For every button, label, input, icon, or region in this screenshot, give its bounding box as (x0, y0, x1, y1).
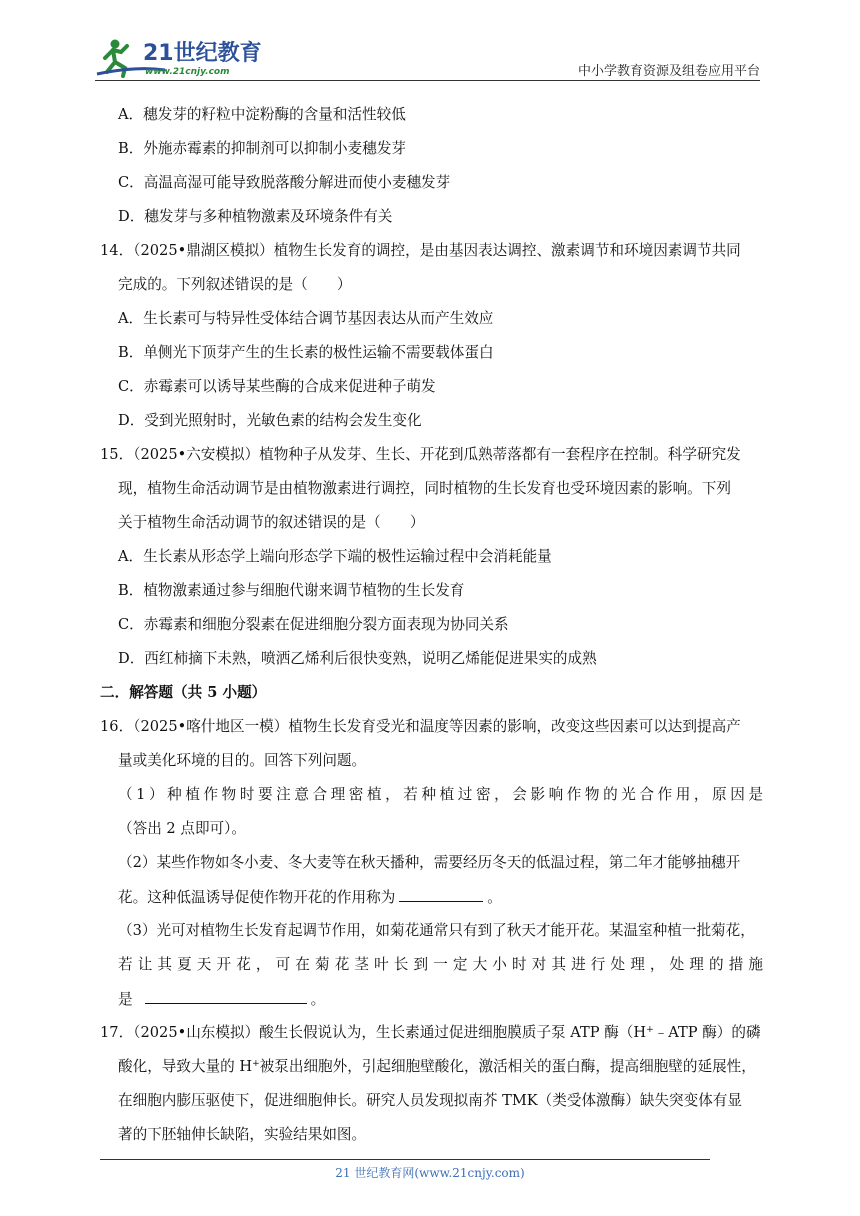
q16-part2-line1: （2）某些作物如冬小麦、冬大麦等在秋天播种，需要经历冬天的低温过程，第二年才能够抽穗开 (118, 854, 741, 871)
q15-stem-line3: 关于植物生命活动调节的叙述错误的是（ ） (118, 514, 425, 531)
q15-stem-line1: 15．（2025•六安模拟）植物种子从发芽、生长、开花到瓜熟蒂落都有一套程序在控制。科学研究发 (100, 446, 741, 463)
q13-option-d: D．穗发芽与多种植物激素及环境条件有关 (118, 208, 393, 225)
header-platform-name: 中小学教育资源及组卷应用平台 (577, 64, 760, 79)
site-logo[interactable] (95, 36, 270, 80)
q17-line1-a: 17．（2025•山东模拟）酸生长假说认为，生长素通过促进细胞膜质子泵 ATP 酶（H (100, 1024, 647, 1041)
q16-part2-text: 花。这种低温诱导促使作物开花的作用称为 (118, 889, 396, 906)
q17-stem-line4: 著的下胚轴伸长缺陷，实验结果如图。 (118, 1126, 367, 1143)
q16-part2-line2 (118, 887, 783, 908)
q17-stem-line2 (118, 1057, 783, 1077)
logo-text: 21世纪教育 (143, 41, 262, 66)
q14-option-d: D．受到光照射时，光敏色素的结构会发生变化 (118, 412, 422, 429)
q16-stem-line1: 16．（2025•喀什地区一模）植物生长发育受光和温度等因素的影响，改变这些因素可以达到提高产 (100, 718, 741, 735)
page-header (95, 36, 760, 80)
q16-part3-line1: （3）光可对植物生长发育起调节作用，如菊花通常只有到了秋天才能开花。某温室种植一批菊花， (118, 922, 755, 939)
q16-stem-line2: 量或美化环境的目的。回答下列问题。 (118, 752, 367, 769)
q14-option-b: B．单侧光下顶芽产生的生长素的极性运输不需要载体蛋白 (118, 344, 494, 361)
q15-option-d: D．西红柿摘下未熟，喷洒乙烯利后很快变熟，说明乙烯能促进果实的成熟 (118, 650, 597, 667)
q14-stem-line2: 完成的。下列叙述错误的是（ ） (118, 276, 352, 293)
q14-stem-line1: 14．（2025•鼎湖区模拟）植物生长发育的调控，是由基因表达调控、激素调节和环境因素调节共同 (100, 242, 741, 259)
q16-part2-end: 。 (487, 889, 502, 906)
q17-line2-sup: + (252, 1059, 260, 1069)
section-heading: 二．解答题（共 5 小题） (100, 684, 267, 701)
q14-option-c: C．赤霉素可以诱导某些酶的合成来促进种子萌发 (118, 378, 436, 395)
logo-url: www.21cnjy.com (145, 67, 230, 77)
q16-part1-line1: （1）种植作物时要注意合理密植，若种植过密，会影响作物的光合作用，原因是 (118, 786, 763, 803)
q17-stem-line1 (100, 1023, 765, 1043)
q15-stem-line2: 现，植物生命活动调节是由植物激素进行调控，同时植物的生长发育也受环境因素的影响。下列 (118, 480, 731, 497)
q17-stem-line3: 在细胞内膨压驱使下，促进细胞伸长。研究人员发现拟南芥 TMK（类受体激酶）缺失突变体有显 (118, 1092, 742, 1109)
header-divider (95, 80, 760, 81)
footer-link[interactable]: 21 世纪教育网(www.21cnjy.com) (335, 1166, 525, 1180)
q16-part3-answer-blank[interactable] (145, 989, 307, 1004)
q17-line2-a: 酸化，导致大量的 H (118, 1058, 253, 1075)
q13-option-c: C．高温高湿可能导致脱落酸分解进而使小麦穗发芽 (118, 174, 451, 191)
q16-part3-end: 。 (310, 991, 326, 1008)
q15-option-a: A．生长素从形态学上端向形态学下端的极性运输过程中会消耗能量 (118, 548, 552, 565)
q17-line1-b: ﹣ATP 酶）的磷 (653, 1024, 761, 1041)
q16-part3-text: 是 (118, 991, 133, 1008)
q16-part1-line2: （答出 2 点即可）。 (118, 820, 247, 837)
q13-option-a: A．穗发芽的籽粒中淀粉酶的含量和活性较低 (118, 106, 406, 123)
q16-part3-line3 (118, 989, 783, 1010)
q17-line2-b: 被泵出细胞外，引起细胞壁酸化，激活相关的蛋白酶，提高细胞壁的延展性， (259, 1058, 756, 1075)
q16-part2-answer-blank[interactable] (399, 887, 483, 902)
q14-option-a: A．生长素可与特异性受体结合调节基因表达从而产生效应 (118, 310, 494, 327)
q15-option-c: C．赤霉素和细胞分裂素在促进细胞分裂方面表现为协同关系 (118, 616, 509, 633)
q17-line1-sup: + (646, 1025, 654, 1035)
q16-part3-line2: 若让其夏天开花，可在菊花茎叶长到一定大小时对其进行处理，处理的措施 (118, 956, 763, 973)
q15-option-b: B．植物激素通过参与细胞代谢来调节植物的生长发育 (118, 582, 465, 599)
footer-divider (100, 1159, 710, 1160)
q13-option-b: B．外施赤霉素的抑制剂可以抑制小麦穗发芽 (118, 140, 407, 157)
